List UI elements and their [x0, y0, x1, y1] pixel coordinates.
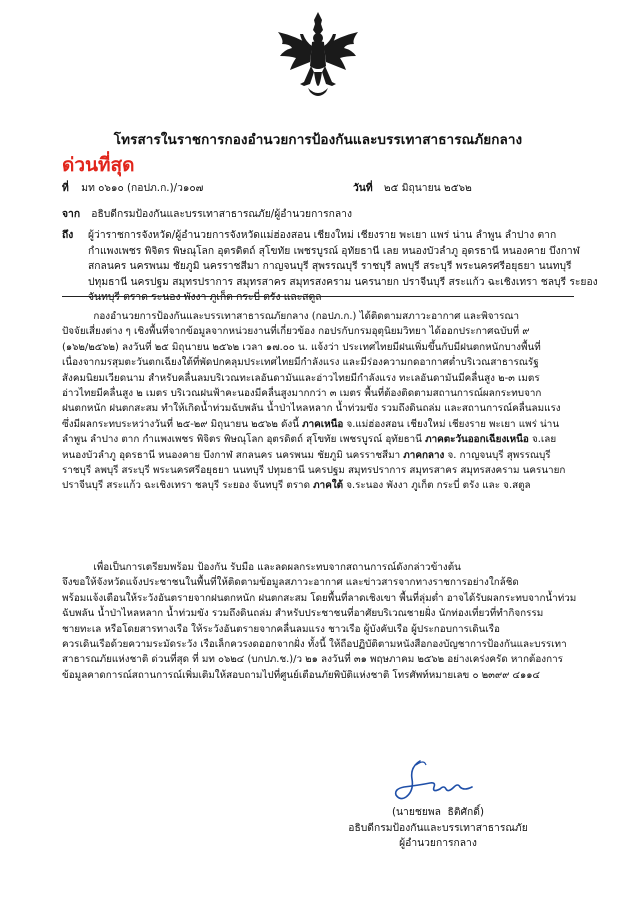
recipient-label: ถึง [62, 229, 74, 241]
recipient-line: ปทุมธานี นครปฐม สมุทรปราการ สมุทรสาคร สมุทรสงคราม นครนายก ปราจีนบุรี สระแก้ว ฉะเชิงเทรา ชลบุรี ระยอง [88, 275, 598, 288]
sender [62, 207, 352, 223]
body-text: จ. กาญจนบุรี สุพรรณบุรี [444, 449, 551, 461]
document-date-label: วันที่ [353, 182, 373, 194]
signature-block [320, 805, 556, 852]
body-text: ปัจจัยเสี่ยงต่าง ๆ เชิงพื้นที่จากข้อมูลจากหน่วยงานที่เกี่ยวข้อง กอปรกับกรมอุตุนิยมวิทยา ได้ออกประกาศฉบับที่ ๙ [62, 326, 530, 338]
body-paragraph-2 [62, 560, 578, 683]
signatory-title: อธิบดีกรมป้องกันและบรรเทาสาธารณภัย [348, 821, 528, 834]
region-south: ภาคใต้ [313, 480, 344, 492]
body-line [62, 463, 578, 478]
body-text: หนองบัวลำภู อุดรธานี หนองคาย บึงกาฬ สกลนคร นครพนม ชัยภูมิ นครราชสีมา [62, 449, 404, 461]
recipient-line: กำแพงเพชร พิจิตร พิษณุโลก อุตรดิตถ์ สุโขทัย เพชรบูรณ์ อุทัยธานี เลย หนองบัวลำภู อุดรธานี หนองคาย บึงกาฬ [88, 244, 580, 257]
urgency-label: ด่วนที่สุด [62, 154, 135, 176]
body-line [62, 309, 578, 324]
body-text: (๑๖๒/๒๕๖๒) ลงวันที่ ๒๕ มิถุนายน ๒๕๖๒ เวลา ๑๗.๐๐ น. แจ้งว่า ประเทศไทยมีฝนเพิ่มขึ้นกับมีฝนตกหนักบางพื้นที่ [62, 341, 541, 353]
body-text: ลำพูน ลำปาง ตาก กำแพงเพชร พิจิตร พิษณุโลก อุตรดิตถ์ สุโขทัย เพชรบูรณ์ อุทัยธานี [62, 434, 426, 446]
body-line: ฉับพลัน น้ำป่าไหลหลาก น้ำท่วมขัง รวมถึงดินถล่ม สำหรับประชาชนที่อาศัยบริเวณชายฝั่ง นักท่องเที่ยวที่ทำกิจกรรม [62, 608, 544, 620]
signatory-position: ผู้อำนวยการกลาง [399, 837, 477, 849]
body-line [62, 417, 578, 432]
document-date-value: ๒๕ มิถุนายน ๒๕๖๒ [383, 182, 472, 194]
body-line [62, 340, 578, 355]
body-line [62, 355, 578, 370]
body-line: ควรเดินเรือด้วยความระมัดระวัง เรือเล็กควรงดออกจากฝั่ง ทั้งนี้ ให้ถือปฏิบัติตามหนังสือกองบัญชาการป้องกันและบรรเทา [62, 639, 567, 651]
body-text: ราชบุรี ลพบุรี สระบุรี พระนครศรีอยุธยา นนทบุรี ปทุมธานี นครปฐม สมุทรปราการ สมุทรสาคร สมุทรสงคราม นครนายก [62, 465, 566, 477]
body-line [62, 448, 578, 463]
sender-value: อธิบดีกรมป้องกันและบรรเทาสาธารณภัย/ผู้อำนวยการกลาง [91, 208, 352, 220]
body-text: จ.ระนอง พังงา ภูเก็ต กระบี่ ตรัง และ จ.สตูล [343, 480, 531, 492]
body-text: กองอำนวยการป้องกันและบรรเทาสาธารณภัยกลาง (กอปภ.ก.) ได้ติดตามสภาวะอากาศ และพิจารณา [62, 311, 520, 322]
body-text: ปราจีนบุรี สระแก้ว ฉะเชิงเทรา ชลบุรี ระยอง จันทบุรี ตราด [62, 480, 314, 492]
document-number-value: มท ๐๖๑๐ (กอปภ.ก.)/ว๑๐๗ [81, 182, 204, 194]
body-text: จ.เลย [528, 434, 557, 446]
region-north: ภาคเหนือ [302, 418, 344, 430]
signatory-name: (นายชยพล ธิติศักดิ์) [392, 806, 484, 818]
body-paragraph-1 [62, 309, 578, 494]
body-line [62, 371, 578, 386]
body-text: จ.แม่ฮ่องสอน เชียงใหม่ เชียงราย พะเยา แพร่ น่าน [343, 418, 560, 430]
body-line: จึงขอให้จังหวัดแจ้งประชาชนในพื้นที่ให้ติดตามข้อมูลสภาวะอากาศ และข่าวสารจากทางราชการอย่างใกล้ชิด [62, 577, 519, 589]
body-text: ฝนตกหนัก ฝนตกสะสม ทำให้เกิดน้ำท่วมฉับพลัน น้ำป่าไหลหลาก น้ำท่วมขัง รวมถึงดินถล่ม และสถานการณ์คลื่นลมแรง [62, 403, 561, 415]
body-line: สาธารณภัยแห่งชาติ ด่วนที่สุด ที่ มท ๐๖๒๔ (บกปภ.ช.)/ว ๒๑ ลงวันที่ ๓๑ พฤษภาคม ๒๕๖๒ อย่างเคร่งครัด หากต้องการ [62, 654, 563, 666]
handwritten-signature-icon [390, 757, 476, 803]
body-line [62, 386, 578, 401]
body-line [62, 324, 578, 339]
body-text: สังคมนิยมเวียดนาม สำหรับคลื่นลมบริเวณทะเลอันดามันและอ่าวไทยมีกำลังแรง ทะเลอันดามันมีคลื่นสูง ๒-๓ เมตร [62, 372, 540, 384]
recipient-line: สกลนคร นครพนม ชัยภูมิ นครราชสีมา กาญจนบุรี สุพรรณบุรี ราชบุรี ลพบุรี สระบุรี พระนครศรีอยุธยา นนทบุรี [88, 260, 572, 272]
body-text: อ่าวไทยมีคลื่นสูง ๒ เมตร บริเวณฝนฟ้าคะนองมีคลื่นสูงมากกว่า ๓ เมตร พื้นที่ต้องติดตามสถานการณ์ผลกระทบจาก [62, 388, 542, 400]
document-date [353, 181, 472, 197]
recipient-list [88, 228, 598, 306]
recipient-line: ผู้ว่าราชการจังหวัด/ผู้อำนวยการจังหวัดแม่ฮ่องสอน เชียงใหม่ เชียงราย พะเยา แพร่ น่าน ลำพูน ลำปาง ตาก [88, 229, 557, 241]
body-line: ข้อมูลคาดการณ์สถานการณ์เพิ่มเติมให้สอบถามไปที่ศูนย์เตือนภัยพิบัติแห่งชาติ โทรศัพท์หมายเลข ๐ ๒๓๙๙ ๔๑๑๔ [62, 669, 540, 681]
body-line: เพื่อเป็นการเตรียมพร้อม ป้องกัน รับมือ และลดผลกระทบจากสถานการณ์ดังกล่าวข้างต้น [62, 562, 461, 573]
document-number [62, 181, 203, 197]
region-northeast: ภาคตะวันออกเฉียงเหนือ [425, 434, 529, 446]
document-number-label: ที่ [62, 182, 69, 194]
recipient-label-row [62, 228, 88, 244]
garuda-emblem-icon [270, 10, 366, 102]
sender-label: จาก [62, 208, 81, 220]
body-line [62, 478, 578, 493]
body-text: เนื่องจากมรสุมตะวันตกเฉียงใต้ที่พัดปกคลุมประเทศไทยมีกำลังแรง และมีร่องความกดอากาศต่ำบริเวณสาธารณรัฐ [62, 357, 539, 369]
region-central: ภาคกลาง [403, 449, 445, 461]
body-line [62, 401, 578, 416]
header-divider [62, 296, 574, 297]
recipient-line: จันทบุรี ตราด ระนอง พังงา ภูเก็ต กระบี่ ตรัง และสตูล [88, 291, 322, 303]
document-header-title: โทรสารในราชการกองอำนวยการป้องกันและบรรเทาสาธารณภัยกลาง [113, 132, 523, 148]
body-line: ชายทะเล หรือโดยสารทางเรือ ให้ระวังอันตรายจากคลื่นลมแรง ชาวเรือ ผู้บังคับเรือ ผู้ประกอบการเดินเรือ [62, 623, 500, 635]
body-line [62, 432, 578, 447]
body-text: ซึ่งมีผลกระทบระหว่างวันที่ ๒๕-๒๙ มิถุนายน ๒๕๖๒ ดังนี้ [62, 418, 303, 430]
body-line: พร้อมแจ้งเตือนให้ระวังอันตรายจากฝนตกหนัก ฝนตกสะสม โดยพื้นที่ลาดเชิงเขา พื้นที่ลุ่มต่ำ อาจได้รับผลกระทบจากน้ำท่วม [62, 592, 577, 604]
